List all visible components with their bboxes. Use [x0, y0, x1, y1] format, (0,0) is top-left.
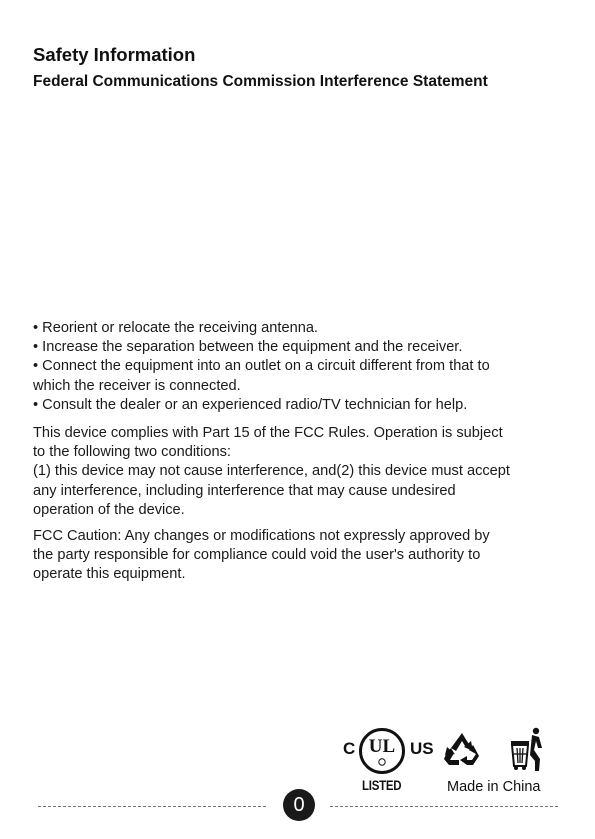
text-line: FCC Caution: Any changes or modifications not expressly approved by [33, 528, 490, 544]
recommendation-list [33, 319, 568, 415]
compliance-paragraph [33, 424, 568, 520]
ul-letters: UL [368, 736, 396, 757]
page-title: Safety Information [33, 44, 196, 65]
list-item: • Connect the equipment into an outlet on a circuit different from that to [33, 358, 490, 375]
list-item: • Reorient or relocate the receiving antenna. [33, 320, 318, 336]
text-line: (1) this device may not cause interference, and(2) this device must accept [33, 463, 510, 480]
caution-paragraph [33, 527, 568, 585]
ul-c-label: C [343, 739, 356, 758]
ul-logo-icon [358, 727, 406, 775]
text-line: operation of the device. [33, 501, 185, 518]
page-number: 0 [283, 789, 315, 821]
ul-listed-mark [340, 723, 440, 793]
text-line: operate this equipment. [33, 566, 186, 583]
weee-bin-icon [508, 726, 546, 772]
text-line: to the following two conditions: [33, 444, 231, 461]
text-line: any interference, including interference that may cause undesired [33, 482, 456, 499]
text-line: This device complies with Part 15 of the FCC Rules. Operation is subject [33, 425, 503, 441]
footer-divider-right [330, 806, 558, 807]
made-in-label: Made in China [447, 779, 541, 795]
footer-divider-left [38, 806, 266, 807]
list-item: • Increase the separation between the equipment and the receiver. [33, 339, 463, 356]
section-heading: Federal Communications Commission Interference Statement [33, 73, 488, 90]
list-item: which the receiver is connected. [33, 377, 241, 394]
certification-marks [340, 723, 560, 795]
ul-us-label: US [410, 739, 434, 758]
list-item: • Consult the dealer or an experienced radio/TV technician for help. [33, 396, 468, 413]
ul-listed-label: LISTED [362, 778, 402, 793]
text-line: the party responsible for compliance could void the user's authority to [33, 547, 481, 564]
recycle-icon [443, 731, 481, 767]
